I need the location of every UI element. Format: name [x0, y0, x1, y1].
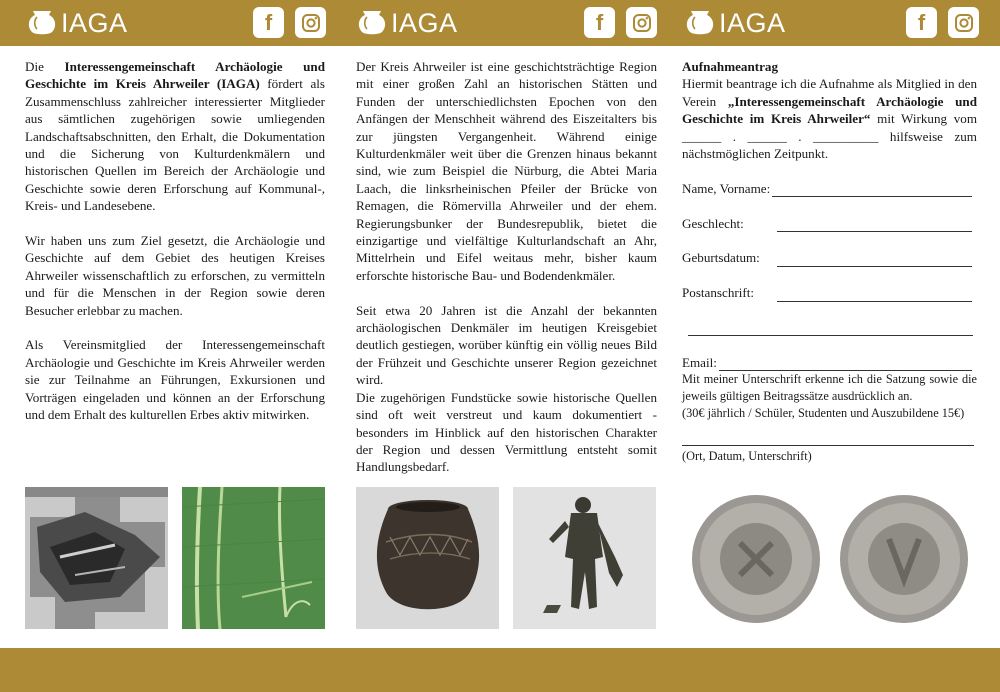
- membership-paragraph: Als Vereinsmitglied der Interessengemeinschaft Archäologie und Geschichte im Kreis Ahrweiler werden sie zur Teilnahme an Führungen, Exkursionen und Vorträgen eingeladen und können an der Erforschung und dem Erhalt des kulturellen Erbes aktiv mitwirken.: [25, 337, 325, 423]
- vessel-logo-icon: [684, 8, 716, 38]
- crop-marks-aerial-image: [182, 487, 325, 629]
- gender-field[interactable]: [682, 215, 977, 232]
- birthdate-label: Geburtsdatum:: [682, 250, 760, 266]
- facebook-icon[interactable]: f: [253, 7, 284, 38]
- consent-text: Mit meiner Unterschrift erkenne ich die Satzung sowie die jeweils gültigen Beitragssätze ausdrücklich an.: [682, 372, 977, 404]
- vessel-logo-icon: [356, 8, 388, 38]
- association-name: Interessengemeinschaft Archäologie und Geschichte im Kreis Ahrweiler (IAGA): [25, 59, 326, 92]
- gender-line[interactable]: [777, 219, 972, 232]
- email-label: Email:: [682, 354, 717, 370]
- gender-label: Geschlecht:: [682, 215, 744, 231]
- address-field[interactable]: [682, 284, 977, 301]
- region-paragraph: Der Kreis Ahrweiler ist eine geschichtsträchtige Region mit einer großen Zahl an historischen Stätten und Funden der unterschiedlichsten Epochen von den Anfängen der Menschheit während des Eiszeitalters bis zur jüngsten Vergangenheit. Während einige Kulturdenkmäler weit über die Grenzen hinaus bekannt sind, wie zum Beispiel die Nürburg, die Abtei Maria Laach, die linksrheinischen Pfeiler der Brücke von Remagen, die Römervilla Ahrweiler und der ehem. Regierungsbunker der Bundesrepublik, bietet die einzigartige und vielfältige Kulturlandschaft an Ahr, Mittelrhein und Eifel weitaus mehr, bisher kaum erforschte historische Bau- und Bodendenkmäler.: [356, 59, 657, 283]
- birthdate-field[interactable]: [682, 249, 977, 266]
- address-label: Postanschrift:: [682, 285, 755, 301]
- logo-text: IAGA: [391, 8, 458, 38]
- logo[interactable]: [356, 6, 458, 40]
- signature-label: (Ort, Datum, Unterschrift): [682, 448, 812, 463]
- sources-paragraph: Die zugehörigen Fundstücke sowie historische Quellen sind oft weit verstreut und kaum dokumentiert - besonders im Hinblick auf den historischen Charakter der Region und dessen Vermittlung entsteht somit Handlungsbedarf.: [356, 389, 657, 475]
- birthdate-line[interactable]: [777, 254, 972, 267]
- intro-paragraph: Die Interessengemeinschaft Archäologie und Geschichte im Kreis Ahrweiler (IAGA) fördert als Zusammenschluss zahlreicher interessierter Mitglieder aus sämtlichen zugehörigen sowie umliegenden Landschaftsabschnitten, den Erhalt, die Dokumentation und die Sicherung von Kulturdenkmälern und historischen Quellen im Bereich der Archäologie und Geschichte sowie deren Erforschung auf Kommunal-, Kreis- und Landesebene.: [25, 59, 326, 214]
- name-label: Name, Vorname:: [682, 180, 771, 196]
- coins-image: [684, 487, 978, 629]
- address-line-2[interactable]: [682, 319, 977, 336]
- instagram-icon[interactable]: [626, 7, 657, 38]
- fee-text: (30€ jährlich / Schüler, Studenten und Auszubildene 15€): [682, 406, 965, 421]
- membership-form: [682, 58, 977, 465]
- facebook-icon[interactable]: f: [584, 7, 615, 38]
- aerial-scan-image: [25, 487, 168, 629]
- facebook-icon[interactable]: f: [906, 7, 937, 38]
- vessel-logo-icon: [26, 8, 58, 38]
- pottery-vessel-image: [356, 487, 499, 629]
- region-column: [356, 58, 657, 476]
- name-line[interactable]: [772, 184, 972, 197]
- form-title: Aufnahmeantrag: [682, 59, 779, 74]
- form-intro: Hiermit beantrage ich die Aufnahme als Mitglied in den Verein „Interessengemeinschaft Archäologie und Geschichte im Kreis Ahrweiler“ mit Wirkung vom ______ . ______ . __________ hilfsweise zum nächstmöglichen Zeitpunkt.: [682, 76, 978, 162]
- monuments-paragraph: Seit etwa 20 Jahren ist die Anzahl der bekannten archäologischen Denkmäler im heutigen Kreisgebiet deutlich gestiegen, worüber künftig ein völlig neues Bild der Frühzeit und Geschichte unserer Region gezeichnet wird.: [356, 302, 657, 388]
- bottom-banner: [0, 648, 1000, 692]
- intro-column: [25, 58, 325, 424]
- logo-text: IAGA: [719, 8, 786, 38]
- address-line[interactable]: [777, 289, 972, 302]
- top-banner: [0, 0, 1000, 46]
- logo-text: IAGA: [61, 8, 128, 38]
- email-line[interactable]: [719, 358, 972, 371]
- instagram-icon[interactable]: [948, 7, 979, 38]
- goals-paragraph: Wir haben uns zum Ziel gesetzt, die Archäologie und Geschichte auf dem Gebiet des heutigen Kreises Ahrweiler wissenschaftlich zu erforschen, zu vermitteln und für die Menschen in der Region sowie deren Besucher erlebbar zu machen.: [25, 233, 325, 318]
- instagram-icon[interactable]: [295, 7, 326, 38]
- bronze-figurine-image: [513, 487, 656, 629]
- logo[interactable]: [684, 6, 786, 40]
- logo[interactable]: [26, 6, 128, 40]
- name-field[interactable]: [682, 180, 977, 197]
- signature-line[interactable]: [682, 428, 974, 445]
- email-field[interactable]: [682, 354, 977, 371]
